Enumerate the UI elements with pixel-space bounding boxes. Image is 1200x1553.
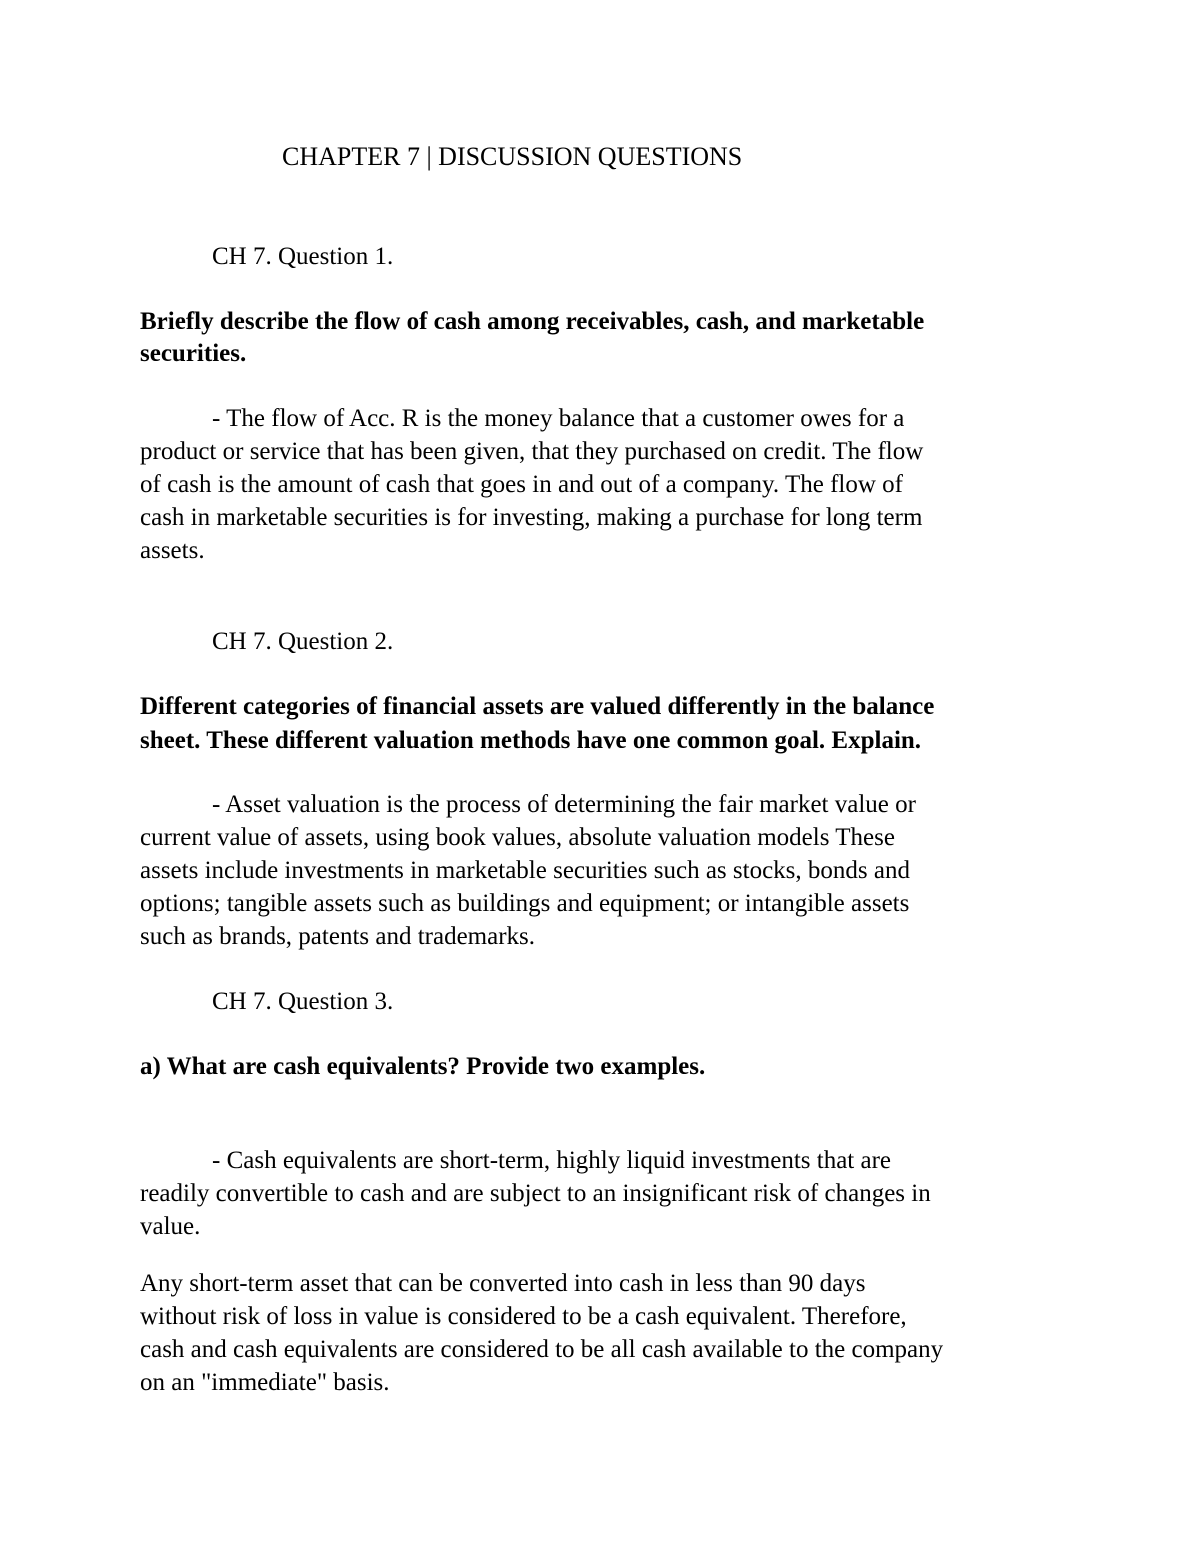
question-2-label: CH 7. Question 2. (212, 628, 394, 655)
question-2-answer-line: options; tangible assets such as buildings and equipment; or intangible assets (140, 890, 910, 917)
question-1-prompt-line: securities. (140, 340, 247, 367)
question-1-answer-line: - The flow of Acc. R is the money balance that a customer owes for a (212, 405, 905, 432)
question-1-answer-line: cash in marketable securities is for investing, making a purchase for long term (140, 504, 923, 531)
question-2-answer-line: current value of assets, using book values, absolute valuation models These (140, 824, 895, 851)
question-2-answer-line: - Asset valuation is the process of determining the fair market value or (212, 791, 916, 818)
question-2-answer-line: assets include investments in marketable securities such as stocks, bonds and (140, 857, 910, 884)
question-3-extra-line: on an "immediate" basis. (140, 1369, 390, 1396)
question-2-prompt-line: sheet. These different valuation methods have one common goal. Explain. (140, 727, 922, 754)
question-3-answer-line: - Cash equivalents are short-term, highly liquid investments that are (212, 1147, 892, 1174)
question-1-label: CH 7. Question 1. (212, 243, 394, 270)
question-3-extra-line: without risk of loss in value is considered to be a cash equivalent. Therefore, (140, 1303, 907, 1330)
question-2-prompt-line: Different categories of financial assets are valued differently in the balance (140, 693, 935, 720)
question-3-answer-line: readily convertible to cash and are subject to an insignificant risk of changes in (140, 1180, 931, 1207)
question-3-label: CH 7. Question 3. (212, 988, 394, 1015)
question-1-prompt-line: Briefly describe the flow of cash among receivables, cash, and marketable (140, 308, 925, 335)
question-1-answer-line: of cash is the amount of cash that goes in and out of a company. The flow of (140, 471, 904, 498)
page-title: CHAPTER 7 | DISCUSSION QUESTIONS (282, 142, 743, 171)
question-3-prompt-line: a) What are cash equivalents? Provide two examples. (140, 1053, 706, 1080)
question-1-answer-line: assets. (140, 537, 205, 564)
question-1-answer-line: product or service that has been given, that they purchased on credit. The flow (140, 438, 924, 465)
question-3-extra-line: Any short-term asset that can be converted into cash in less than 90 days (140, 1270, 866, 1297)
question-3-extra-line: cash and cash equivalents are considered to be all cash available to the company (140, 1336, 944, 1363)
question-3-answer-line: value. (140, 1213, 201, 1240)
question-2-answer-line: such as brands, patents and trademarks. (140, 923, 536, 950)
